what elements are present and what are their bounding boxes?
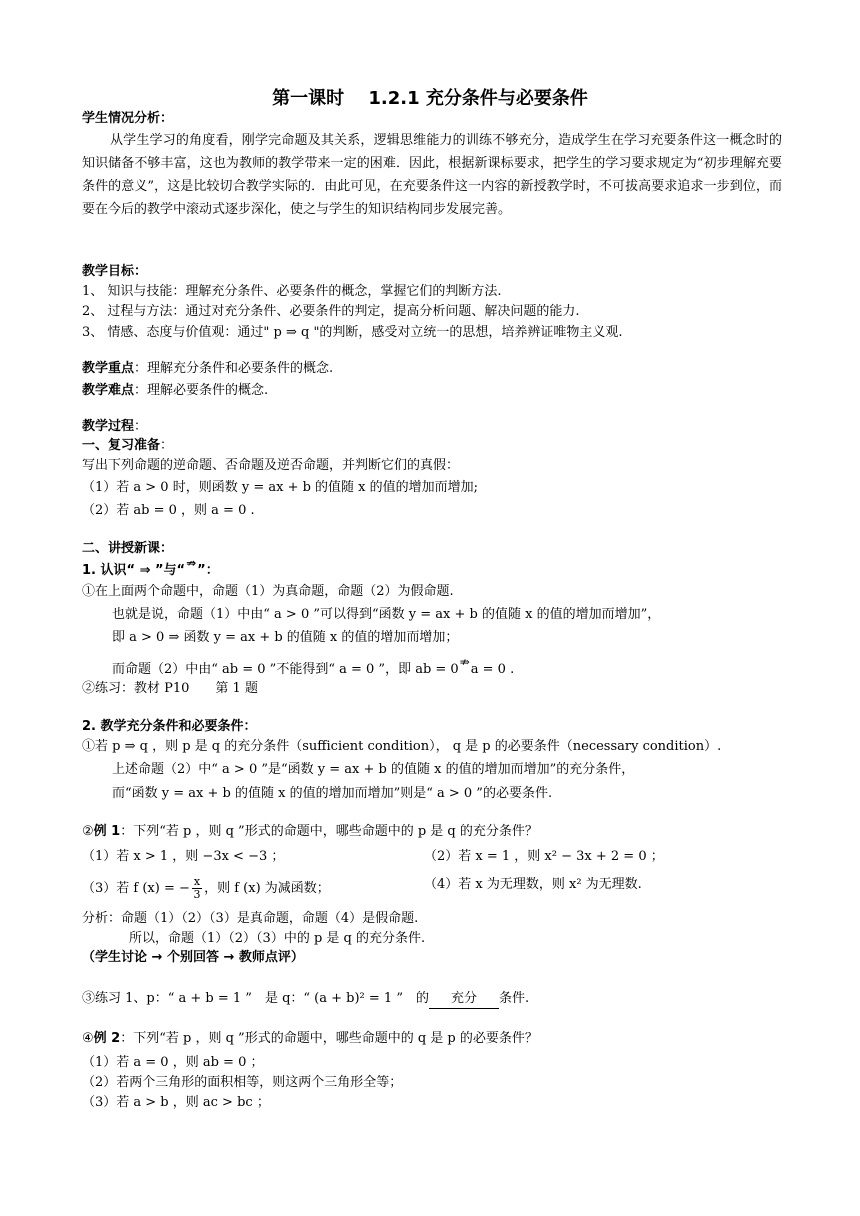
process-heading-suffix: ： <box>134 419 148 434</box>
new-lesson-heading: 二、讲授新课： <box>82 541 174 556</box>
exercise1-answer: 充分 <box>429 990 499 1009</box>
teaching-key <box>82 360 333 378</box>
example2-prefix: ④ <box>82 1031 94 1046</box>
key-text: ：理解充分条件和必要条件的概念. <box>134 361 334 376</box>
fraction <box>192 876 202 901</box>
section1-exercise: ②练习：教材 P10 第 1 题 <box>82 681 258 696</box>
example1-discussion: （学生讨论 → 个别回答 → 教师点评） <box>82 950 304 965</box>
review-heading-text: 一、复习准备 <box>82 438 161 453</box>
example1-item-3-a: （3）若 f (x) = − <box>82 881 190 896</box>
section1-heading <box>82 556 219 580</box>
process-heading <box>82 418 147 436</box>
example2-text: ：下列“若 p ，则 q ”形式的命题中，哪些命题中的 q 是 p 的必要条件？ <box>120 1031 538 1046</box>
fraction-denominator: 3 <box>193 888 201 901</box>
example2-item-2: （2）若两个三角形的面积相等，则这两个三角形全等； <box>82 1075 403 1090</box>
section1-line-4-b: a = 0 . <box>470 662 515 677</box>
example1-analysis-1: 分析：命题（1）（2）（3）是真命题，命题（4）是假命题. <box>82 911 419 926</box>
review-line-3: （2）若 ab = 0 ，则 a = 0 . <box>82 503 255 518</box>
section1-line-4-a: 而命题（2）中由“ ab = 0 ”不能得到“ a = 0 ”，即 ab = 0 <box>112 662 459 677</box>
example2-item-1: （1）若 a = 0 ，则 ab = 0 ； <box>82 1055 264 1070</box>
example1-item-2: （2）若 x = 1 ，则 x² − 3x + 2 = 0 ； <box>424 849 664 864</box>
difficulty-label: 教学难点 <box>82 383 135 398</box>
section2-heading: 2. 教学充分条件和必要条件： <box>82 719 257 734</box>
page-title: 第一课时 1.2.1 充分条件与必要条件 <box>272 88 588 109</box>
exercise1-end: 条件. <box>498 991 530 1006</box>
section1-heading-text: 1. 认识“ ⇒ ”与“ <box>82 563 186 578</box>
section2-line-3: 而“函数 y = ax + b 的值随 x 的值的增加而增加”则是“ a > 0 ”的必要条件. <box>112 786 553 801</box>
example2-item-3: （3）若 a > b ，则 ac > bc ； <box>82 1095 270 1110</box>
section1-line-1: ①在上面两个命题中，命题（1）为真命题，命题（2）为假命题. <box>82 584 454 599</box>
example1-item-4: （4）若 x 为无理数，则 x² 为无理数. <box>424 877 642 892</box>
example1-analysis-2: 所以，命题（1）（2）（3）中的 p 是 q 的充分条件. <box>129 931 426 946</box>
review-heading <box>82 437 173 455</box>
not-implies-icon: ⇏ <box>186 556 197 570</box>
example2-heading <box>82 1030 538 1048</box>
example2-label: 例 2 <box>93 1031 121 1046</box>
not-implies-icon: ⇏ <box>459 655 470 669</box>
student-analysis-heading: 学生情况分析： <box>82 111 174 126</box>
example1-prefix: ② <box>82 824 94 839</box>
example1-item-1: （1）若 x > 1 ，则 −3x < −3 ； <box>82 849 285 864</box>
section2-line-2: 上述命题（2）中“ a > 0 ”是“函数 y = ax + b 的值随 x 的值的增加而增加”的充分条件， <box>112 762 635 777</box>
example1-item-3-b: ，则 f (x) 为减函数； <box>204 881 330 896</box>
example1-item-3 <box>82 876 330 901</box>
teaching-difficulty <box>82 382 268 400</box>
exercise1-text: ③练习 1、p：“ a + b = 1 ” 是 q：“ (a + b)² = 1 ” 的 <box>82 991 429 1006</box>
exercise1 <box>82 990 529 1009</box>
difficulty-text: ：理解必要条件的概念. <box>134 383 269 398</box>
example1-text: ：下列“若 p ，则 q ”形式的命题中，哪些命题中的 p 是 q 的充分条件？ <box>120 824 538 839</box>
key-label: 教学重点 <box>82 361 135 376</box>
goal-item-1: 1、 知识与技能：理解充分条件、必要条件的概念，掌握它们的判断方法. <box>82 284 502 299</box>
review-line-2: （1）若 a > 0 时，则函数 y = ax + b 的值随 x 的值的增加而增加; <box>82 480 479 495</box>
example1-label: 例 1 <box>93 824 121 839</box>
student-analysis-body: 从学生学习的角度看，刚学完命题及其关系，逻辑思维能力的训练不够充分，造成学生在学习充要条件这一概念时的知识储备不够丰富，这也为教师的教学带来一定的困难．因此，根据新课标要求，把学生的学习要求规定为“初步理解充要条件的意义”，这是比较切合教学实际的．由此可见，在充要条件这一内容的新授教学时，不可拔高要求追求一步到位，而要在今后的教学中滚动式逐步深化，使之与学生的知识结构同步发展完善。 <box>82 133 782 217</box>
section1-line-2: 也就是说，命题（1）中由“ a > 0 ”可以得到“函数 y = ax + b 的值随 x 的值的增加而增加”， <box>112 607 661 622</box>
example1-heading <box>82 823 538 841</box>
goals-heading: 教学目标： <box>82 264 148 279</box>
goal-item-2: 2、 过程与方法：通过对充分条件、必要条件的判定，提高分析问题、解决问题的能力. <box>82 304 580 319</box>
section2-line-1: ①若 p ⇒ q ，则 p 是 q 的充分条件（sufficient condition）， q 是 p 的必要条件（necessary condition）. <box>82 739 722 754</box>
fraction-numerator: x <box>193 875 201 888</box>
review-line-1: 写出下列命题的逆命题、否命题及逆否命题，并判断它们的真假： <box>82 458 460 473</box>
section1-line-4 <box>112 655 515 679</box>
process-heading-text: 教学过程 <box>82 419 135 434</box>
goal-item-3: 3、 情感、态度与价值观：通过" p ⇒ q "的判断，感受对立统一的思想，培养辨证唯物主义观. <box>82 325 623 340</box>
section1-line-3: 即 a > 0 ⇒ 函数 y = ax + b 的值随 x 的值的增加而增加； <box>112 630 459 645</box>
section1-heading-end: ”： <box>197 563 219 578</box>
review-heading-suffix: ： <box>160 438 174 453</box>
